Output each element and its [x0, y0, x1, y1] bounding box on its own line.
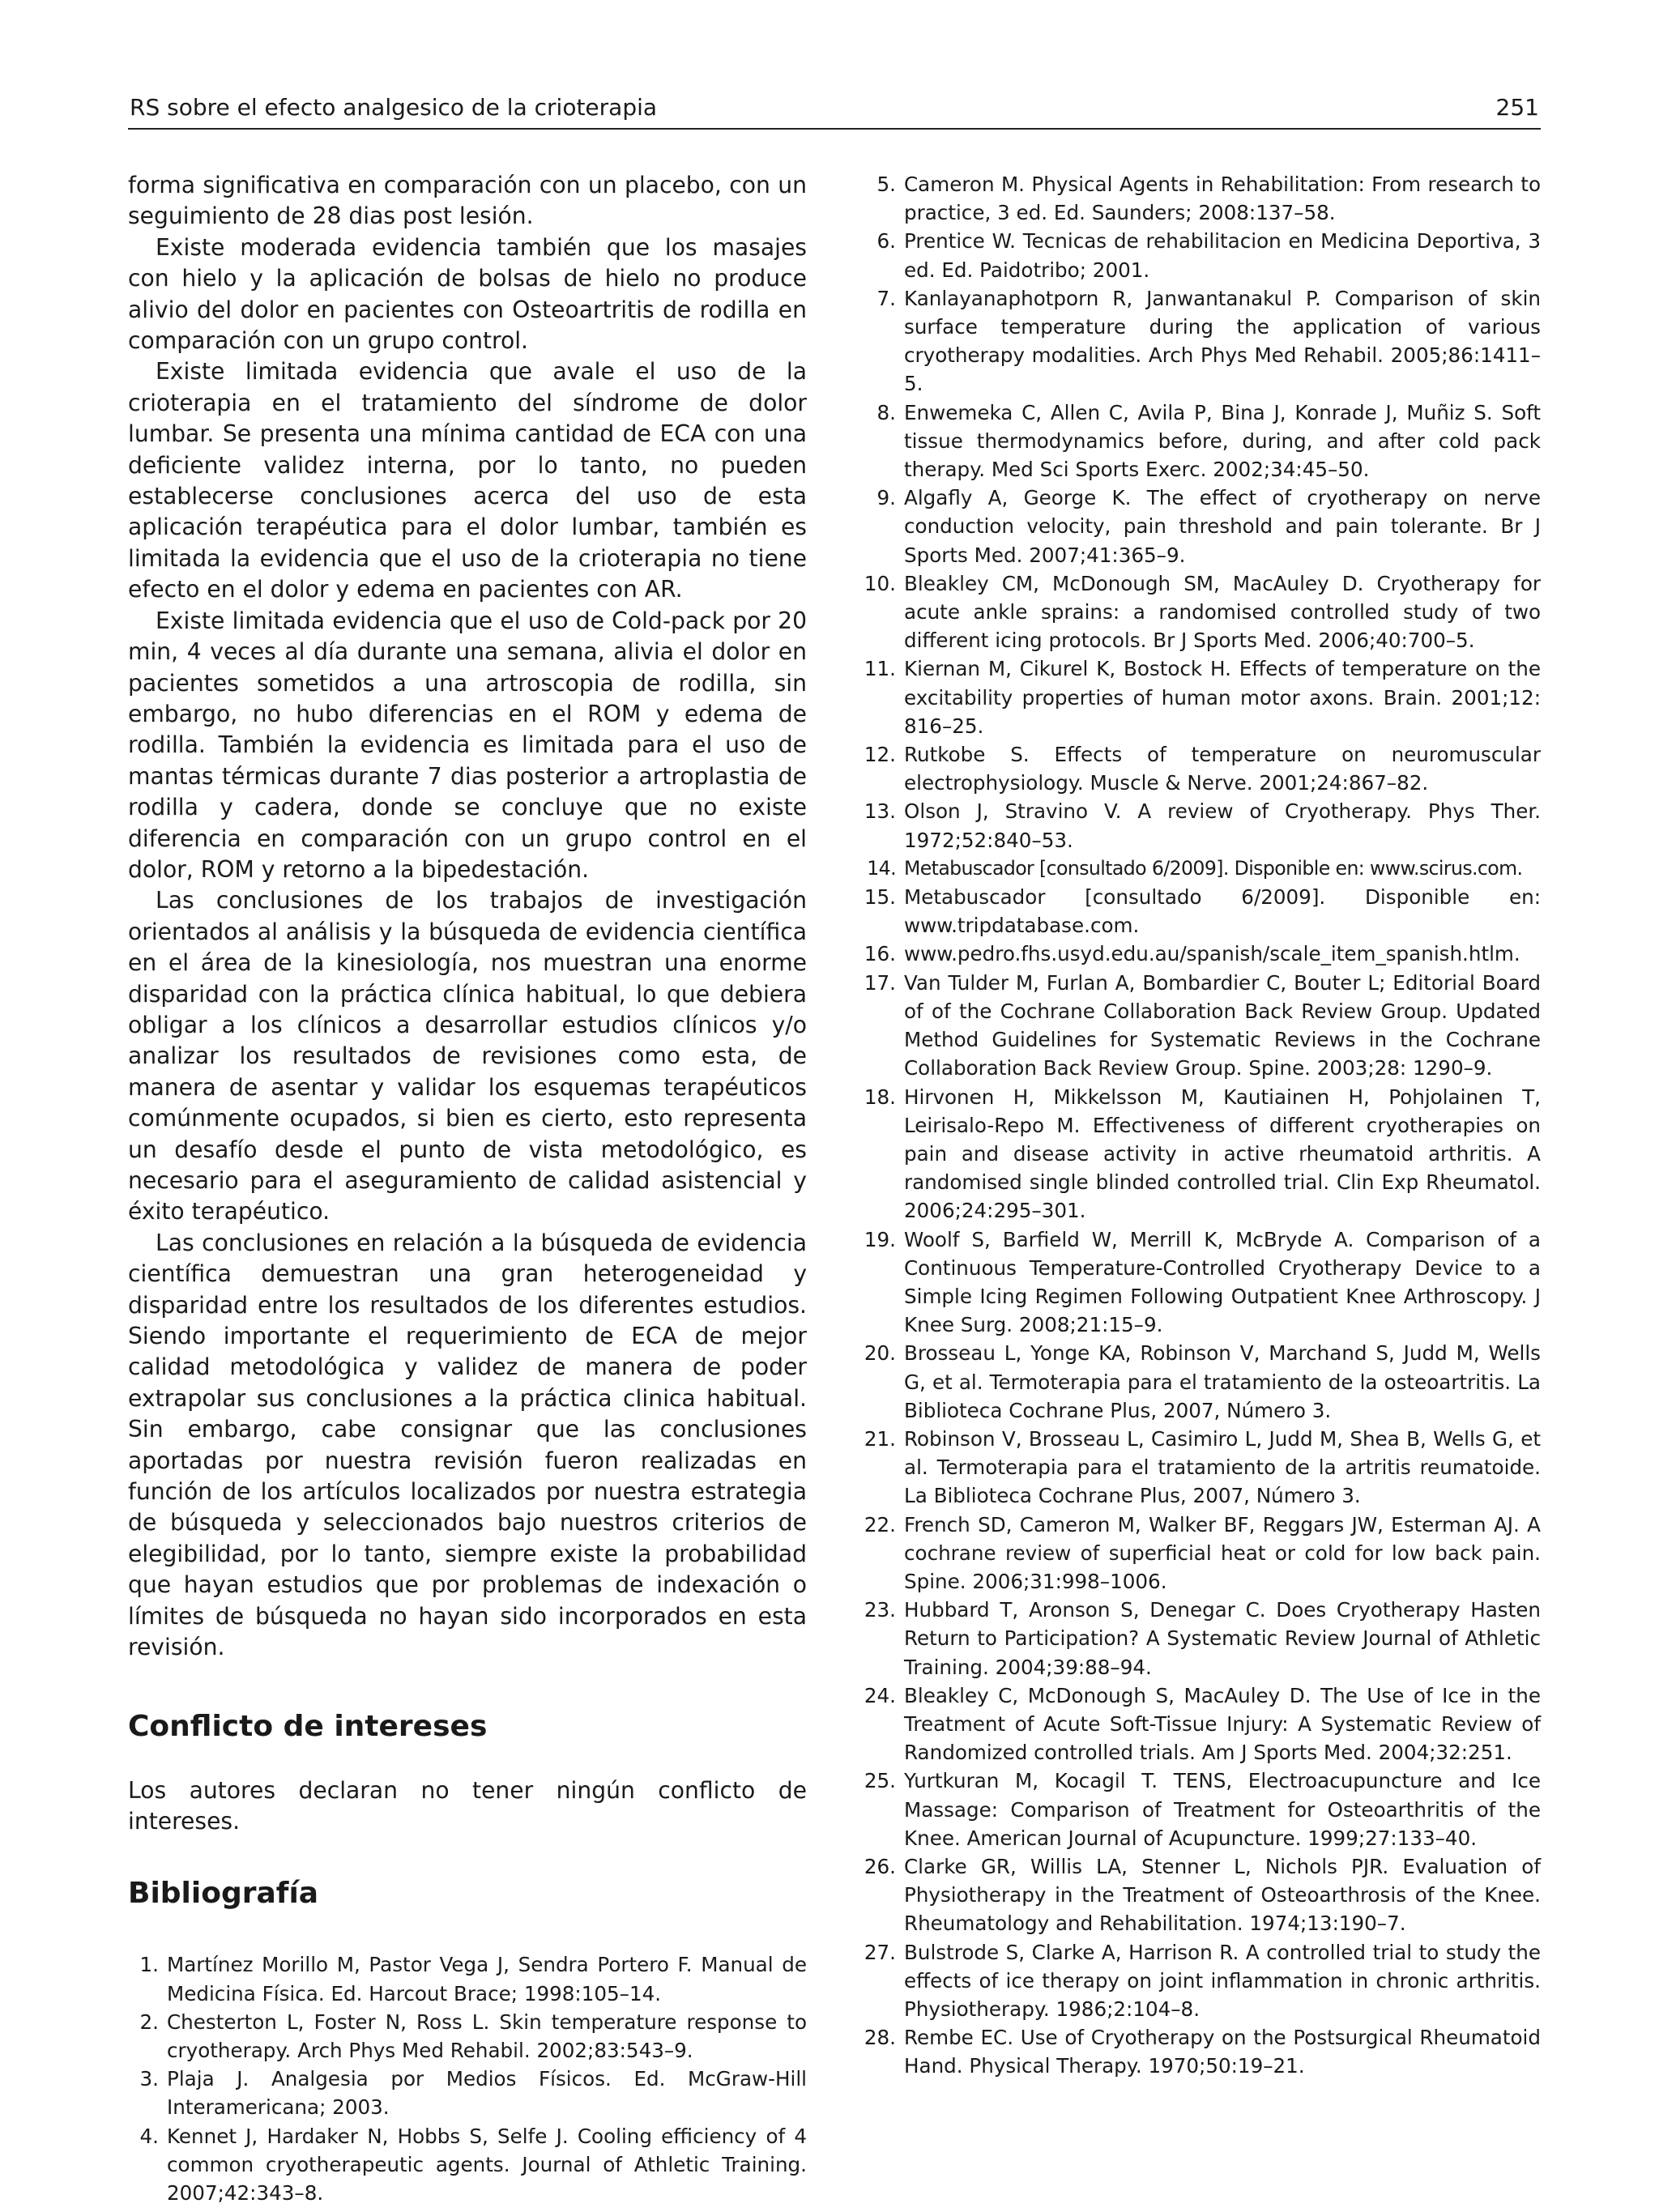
reference-number: 13. [864, 799, 896, 824]
reference-number: 4. [139, 2124, 159, 2148]
reference-text: Plaja J. Analgesia por Medios Físicos. Ed. McGraw-Hill Interamericana; 2003. [167, 2067, 807, 2120]
reference-number: 27. [864, 1940, 896, 1964]
reference-text: Kanlayanaphotporn R, Janwantanakul P. Comparison of skin surface temperature during the application of various cryotherapy modalities. Arch Phys Med Rehabil. 2005;86:1411–5. [904, 286, 1541, 396]
reference-number: 12. [864, 743, 896, 767]
reference-item [854, 797, 1541, 854]
reference-item [854, 399, 1541, 484]
reference-text: Clarke GR, Willis LA, Stenner L, Nichols PJR. Evaluation of Physiotherapy in the Treatment of Osteoarthrosis of the Knee. Rheumatology and Rehabilitation. 1974;13:190–7. [904, 1854, 1541, 1936]
reference-number: 2. [139, 2010, 159, 2034]
reference-number: 7. [876, 286, 896, 310]
left-column [128, 170, 807, 2207]
reference-number: 22. [864, 1512, 896, 1536]
reference-item [854, 1511, 1541, 1596]
reference-number: 25. [864, 1769, 896, 1793]
conflict-heading: Conflicto de intereses [128, 1709, 488, 1743]
reference-item [128, 1950, 807, 2007]
reference-item [854, 1681, 1541, 1767]
reference-item [854, 969, 1541, 1083]
reference-text: Van Tulder M, Furlan A, Bombardier C, Bouter L; Editorial Board of of the Cochrane Collaboration Back Review Group. Updated Method Guidelines for Systematic Reviews in the Cochrane Collaboration Back Review Group. Spine. 2003;28: 1290–9. [904, 970, 1541, 1080]
reference-item [854, 284, 1541, 399]
reference-number: 11. [864, 657, 896, 681]
reference-item [128, 2008, 807, 2065]
reference-item [128, 2122, 807, 2208]
reference-item [854, 1225, 1541, 1340]
reference-text: Kiernan M, Cikurel K, Bostock H. Effects of temperature on the excitability properties of human motor axons. Brain. 2001;12: 816–25. [904, 657, 1541, 738]
bibliography-heading: Bibliografía [128, 1877, 319, 1911]
reference-number: 24. [864, 1683, 896, 1707]
reference-item [854, 2023, 1541, 2080]
body-paragraph: Existe moderada evidencia también que los masajes con hielo y la aplicación de bolsas de hielo no produce alivio del dolor en pacientes con Osteoartritis de rodilla en comparación con un grupo control. [128, 233, 807, 355]
reference-text: Robinson V, Brosseau L, Casimiro L, Judd M, Shea B, Wells G, et al. Termoterapia para el tratamiento de la artritis reumatoide. La Biblioteca Cochrane Plus, 2007, Número 3. [904, 1426, 1541, 1508]
reference-item [854, 1083, 1541, 1225]
reference-item [854, 170, 1541, 227]
reference-number: 14. [867, 856, 896, 880]
reference-text: Hirvonen H, Mikkelsson M, Kautiainen H, Pohjolainen T, Leirisalo-Repo M. Effectiveness of different cryotherapies on pain and disease activity in active rheumatoid arthritis. A randomised single blinded controlled trial. Clin Exp Rheumatol. 2006;24:295–301. [904, 1085, 1541, 1223]
reference-text: Prentice W. Tecnicas de rehabilitacion en Medicina Deportiva, 3 ed. Ed. Paidotribo; 2001. [904, 229, 1541, 282]
reference-number: 9. [876, 486, 896, 510]
body-paragraph: Existe limitada evidencia que avale el uso de la crioterapia en el tratamiento del síndrome de dolor lumbar. Se presenta una mínima cantidad de ECA con una deficiente validez interna, por lo tanto, no pueden establecerse conclusiones acerca del uso de esta aplicación terapéutica para el dolor lumbar, también es limitada la evidencia que el uso de la crioterapia no tiene efecto en el dolor y edema en pacientes con AR. [128, 358, 807, 603]
reference-text: Rutkobe S. Effects of temperature on neuromuscular electrophysiology. Muscle & Nerve. 2001;24:867–82. [904, 743, 1541, 795]
reference-text: Kennet J, Hardaker N, Hobbs S, Selfe J. Cooling efficiency of 4 common cryotherapeutic agents. Journal of Athletic Training. 2007;42:343–8. [167, 2124, 807, 2205]
reference-item [854, 1425, 1541, 1511]
reference-number: 23. [864, 1598, 896, 1622]
reference-number: 10. [864, 571, 896, 595]
reference-number: 20. [864, 1341, 896, 1366]
reference-number: 1. [139, 1953, 159, 1977]
reference-text: Olson J, Stravino V. A review of Cryotherapy. Phys Ther. 1972;52:840–53. [904, 799, 1541, 852]
body-paragraph: Las conclusiones en relación a la búsqueda de evidencia científica demuestran una gran heterogeneidad y disparidad entre los resultados de los diferentes estudios. Siendo importante el requerimiento de ECA de mejor calidad metodológica y validez de manera de poder extrapolar sus conclusiones a la práctica clinica habitual. Sin embargo, cabe consignar que las conclusiones aportadas por nuestra revisión fueron realizadas en función de los artículos localizados por nuestra estrategia de búsqueda y seleccionados bajo nuestros criterios de elegibilidad, por lo tanto, siempre existe la probabilidad que hayan estudios que por problemas de indexación o límites de búsqueda no hayan sido incorporados en esta revisión. [128, 1229, 807, 1661]
body-paragraph: Las conclusiones de los trabajos de investigación orientados al análisis y la búsqueda de evidencia científica en el área de la kinesiología, nos muestran una enorme disparidad con la práctica clínica habitual, lo que debiera obligar a los clínicos a desarrollar estudios clínicos y/o analizar los resultados de revisiones como esta, de manera de asentar y validar los esquemas terapéuticos comúnmente ocupados, si bien es cierto, esto representa un desafío desde el punto de vista metodológico, es necesario para el aseguramiento de calidad asistencial y éxito terapéutico. [128, 887, 807, 1225]
reference-item [854, 1767, 1541, 1852]
reference-text: Bulstrode S, Clarke A, Harrison R. A controlled trial to study the effects of ice therapy on joint inflammation in chronic arthritis. Physiotherapy. 1986;2:104–8. [904, 1940, 1541, 2021]
reference-item [128, 2065, 807, 2121]
reference-item [854, 1852, 1541, 1938]
reference-item [854, 569, 1541, 655]
reference-number: 18. [864, 1085, 896, 1109]
reference-number: 6. [876, 229, 896, 254]
reference-list-continued [854, 170, 1541, 2081]
reference-number: 5. [876, 173, 896, 196]
reference-item [854, 1596, 1541, 1681]
reference-text: Yurtkuran M, Kocagil T. TENS, Electroacupuncture and Ice Massage: Comparison of Treatment for Osteoarthritis of the Knee. American Journal of Acupuncture. 1999;27:133–40. [904, 1769, 1541, 1850]
body-paragraph: Existe limitada evidencia que el uso de Cold-pack por 20 min, 4 veces al día durante una semana, alivia el dolor en pacientes sometidos a una artroscopia de rodilla, sin embargo, no hubo diferencias en el ROM y edema de rodilla. También la evidencia es limitada para el uso de mantas térmicas durante 7 dias posterior a artroplastia de rodilla y cadera, donde se concluye que no existe diferencia en comparación con un grupo control en el dolor, ROM y retorno a la bipedestación. [128, 607, 807, 883]
reference-text: Algafly A, George K. The effect of cryotherapy on nerve conduction velocity, pain threshold and pain tolerante. Br J Sports Med. 2007;41:365–9. [904, 486, 1541, 567]
reference-text: www.pedro.fhs.usyd.edu.au/spanish/scale_item_spanish.htlm. [904, 942, 1520, 966]
reference-item [854, 740, 1541, 797]
reference-item [854, 654, 1541, 740]
reference-item [854, 484, 1541, 569]
reference-item [854, 227, 1541, 283]
reference-number: 16. [864, 942, 896, 966]
right-column [854, 170, 1541, 2081]
page-number: 251 [1495, 94, 1539, 121]
reference-text: Woolf S, Barfield W, Merrill K, McBryde A. Comparison of a Continuous Temperature-Controlled Cryotherapy Device to a Simple Icing Regimen Following Outpatient Knee Arthroscopy. J Knee Surg. 2008;21:15–9. [904, 1227, 1541, 1337]
reference-text: Enwemeka C, Allen C, Avila P, Bina J, Konrade J, Muñiz S. Soft tissue thermodynamics before, during, and after cold pack therapy. Med Sci Sports Exerc. 2002;34:45–50. [904, 400, 1541, 482]
reference-item [854, 1339, 1541, 1425]
reference-list [128, 1950, 807, 2207]
reference-item [854, 940, 1541, 968]
reference-item [854, 855, 1541, 883]
reference-number: 8. [876, 400, 896, 424]
reference-item [854, 1938, 1541, 2024]
reference-number: 17. [864, 970, 896, 995]
reference-text: Metabuscador [consultado 6/2009]. Disponible en: www.scirus.com. [904, 856, 1523, 880]
reference-text: Brosseau L, Yonge KA, Robinson V, Marchand S, Judd M, Wells G, et al. Termoterapia para el tratamiento de la osteoartritis. La Biblioteca Cochrane Plus, 2007, Número 3. [904, 1341, 1541, 1422]
reference-number: 26. [864, 1854, 896, 1878]
reference-number: 19. [864, 1227, 896, 1251]
reference-text: Bleakley CM, McDonough SM, MacAuley D. Cryotherapy for acute ankle sprains: a randomised controlled study of two different icing protocols. Br J Sports Med. 2006;40:700–5. [904, 571, 1541, 653]
running-title: RS sobre el efecto analgesico de la crioterapia [130, 94, 658, 121]
reference-number: 21. [864, 1426, 896, 1451]
reference-text: French SD, Cameron M, Walker BF, Reggars JW, Esterman AJ. A cochrane review of superficial heat or cold for low back pain. Spine. 2006;31:998–1006. [904, 1512, 1541, 1593]
reference-text: Martínez Morillo M, Pastor Vega J, Sendra Portero F. Manual de Medicina Física. Ed. Harcout Brace; 1998:105–14. [167, 1953, 807, 2005]
reference-text: Hubbard T, Aronson S, Denegar C. Does Cryotherapy Hasten Return to Participation? A Systematic Review Journal of Athletic Training. 2004;39:88–94. [904, 1598, 1541, 1679]
reference-text: Cameron M. Physical Agents in Rehabilitation: From research to practice, 3 ed. Ed. Saunders; 2008:137–58. [904, 173, 1541, 225]
reference-text: Chesterton L, Foster N, Ross L. Skin temperature response to cryotherapy. Arch Phys Med Rehabil. 2002;83:543–9. [167, 2010, 807, 2062]
reference-number: 15. [864, 885, 896, 910]
running-header [128, 91, 1541, 130]
reference-text: Metabuscador [consultado 6/2009]. Disponible en: www.tripdatabase.com. [904, 885, 1541, 938]
conflict-statement: Los autores declaran no tener ningún conflicto de intereses. [128, 1776, 807, 1835]
reference-number: 28. [864, 2026, 896, 2050]
reference-text: Rembe EC. Use of Cryotherapy on the Postsurgical Rheumatoid Hand. Physical Therapy. 1970;50:19–21. [904, 2026, 1541, 2078]
body-paragraph: forma significativa en comparación con un placebo, con un seguimiento de 28 dias post lesión. [128, 172, 807, 230]
reference-number: 3. [139, 2067, 159, 2091]
reference-text: Bleakley C, McDonough S, MacAuley D. The Use of Ice in the Treatment of Acute Soft-Tissue Injury: A Systematic Review of Randomized controlled trials. Am J Sports Med. 2004;32:251. [904, 1683, 1541, 1765]
reference-item [854, 883, 1541, 940]
